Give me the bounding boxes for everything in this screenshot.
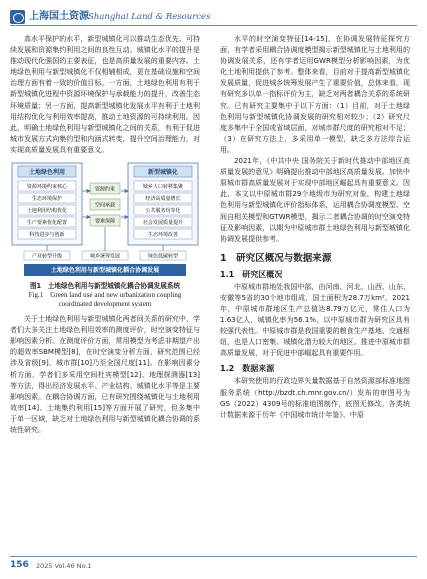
coupling-diagram xyxy=(10,161,200,279)
page-number: 156 xyxy=(10,560,29,570)
left-column xyxy=(10,34,200,436)
figure-1 xyxy=(10,161,200,279)
paragraph: 高水平保护的水平，新型城镇化可以推动生态优先、可持续发展和资源集约利用之间的良性互动。城镇化水平的提升是推动现代化强国的主要表征，也是高质量发展的重要内容。土地绿色利用与新型城镇化不仅相辅相成，更在基础设施和空间治理方面有着一致的价值目标。一方面，土地绿色利用有利于新型城镇化进程中资源环境保护与承载能力的提升，改善生态环境质量；另一方面，提高新型城镇化发展水平有利于土地利用结构优化与利用效率提高，推动土地资源的可持续利用。因此，明确土地绿色利用与新型城镇化之间的关系，有利于促进城市发展方式向集约型和内涵式转变，提升空间治理能力，对实现高质量发展具有重要意义。 xyxy=(10,35,200,154)
diagram-bottom-labels xyxy=(24,251,186,260)
paragraph: 水平的时空演变特征[14-15]，在协调发展特征探究方面，有学者采用耦合协调度模型揭示新型城镇化与土地利用的协调发展关系，还有学者运用GWR模型分析影响因素，为优化土地利用提供了参考。整体来看，目前对于提高新型城镇化发展质量，促进城乡统筹发展产生了重要价值，总体来看，现有研究多以单一指标评价为主，缺乏对两者耦合关系的系统研究。已有研究主要集中于以下方面：（1）目前，对于土地绿色利用与新型城镇化协调发展的研究相对较少；（2）研究尺度多集中于全国或省域层面，对城市群尺度的研究相对不足；（3）在研究方法上，多采用单一模型，缺乏多方法综合运用。 xyxy=(220,35,410,154)
diagram-bottom-label: 产业转型升级 xyxy=(31,253,63,260)
diagram-right-title: 新型城镇化 xyxy=(147,169,179,177)
page-footer xyxy=(10,559,417,573)
diagram-bottom-label: 城乡统筹发展 xyxy=(89,253,121,260)
diagram-left-item: 科技进步与创新 xyxy=(29,232,65,239)
journal-title-cn: 上海国土资源 xyxy=(29,11,89,22)
diagram-right-items xyxy=(134,181,192,239)
diagram-right-item: 社会发展质量提升 xyxy=(142,220,184,227)
figure-caption-en-line2: coordinated development system xyxy=(58,300,152,309)
diagram-mid-item: 资源约束 xyxy=(94,186,116,193)
subsection-heading: 1.2 数据来源 xyxy=(220,364,275,374)
journal-header xyxy=(10,9,417,26)
section-heading: 1 研究区概况与数据来源 xyxy=(220,252,332,264)
diagram-mid-item: 空间承载 xyxy=(94,202,116,209)
diagram-right-item: 生态环境改善 xyxy=(147,232,179,239)
diagram-left-item: 土地利用结构优化 xyxy=(26,208,68,215)
paragraph: 2021年，《中共中央 国务院关于新时代推动中部地区高质量发展的意见》明确提出推动中部地区高质量发展。加快中原城市群高质量发展对于实现中部地区崛起具有重要意义。因此，本文以中原城市群29个地级市为研究对象，构建土地绿色利用与新型城镇化评价指标体系，运用耦合协调度模型、空间自相关模型和GTWR模型，揭示二者耦合协调的时空演变特征及影响因素，以期为中原城市群土地绿色利用与新型城镇化协调发展提供参考。 xyxy=(220,157,410,243)
subsection-heading: 1.1 研究区概况 xyxy=(220,269,283,279)
diagram-middle-items xyxy=(90,183,120,226)
footer-divider xyxy=(10,556,417,557)
paragraph: 本研究使用的行政边界矢量数据基于自然资源部标准地图服务系统（http://bzdt.ch.mnr.gov.cn/）发布的审图号为GS（2022）4309号的标准地图制作，底图无修改。各类统计数据来源于历年《中国城市统计年鉴》、中原 xyxy=(220,377,410,419)
volume-info: 2025 Vol.46 No.1 xyxy=(36,562,92,570)
right-column xyxy=(220,34,410,421)
figure-caption-en-line1: Fig.1 Green land use and new urbanization coupling xyxy=(28,291,182,300)
diagram-bottom-label: 绿色低碳转型 xyxy=(147,253,179,260)
diagram-left-items xyxy=(18,181,76,239)
diagram-left-item: 资源环境约束核心 xyxy=(26,184,68,191)
figure-caption xyxy=(10,282,200,309)
diagram-mid-item: 要素保障 xyxy=(94,218,116,225)
diagram-right-item: 公共服务均等化 xyxy=(145,208,181,215)
journal-title-en: Shanghai Land & Resources xyxy=(88,12,211,22)
header-divider xyxy=(10,25,417,26)
diagram-left-item: 生态环境保护 xyxy=(31,196,63,203)
paragraph: 关于土地绿色利用与新型城镇化两者间关系的研究中，学者们大多关注土地绿色利用效率的测度评价，时空演变特征与影响因素分析。在测度评价方面，常用模型为考虑非期望产出的超效率SBM模型[8]，在时空演变分析方面，研究范围已经涉及省级[9]、城市群[10]乃至全国尺度[11]。在影响因素分析方面，学者们多采用空间杜宾模型[12]、地理探测器[13]等方法，得出经济发展水平、产业结构、城镇化水平等是主要影响因素。在耦合协调方面，已有研究围绕城镇化与土地利用效率[14]、土地集约利用[15]等方面开展了研究，但多集中于单一区域，缺乏对土地绿色利用与新型城镇化耦合协调的系统性研究。 xyxy=(10,315,200,434)
diagram-left-title: 土地绿色利用 xyxy=(28,169,66,177)
figure-caption-cn: 图1 土地绿色利用与新型城镇化耦合协调发展系统 xyxy=(29,282,181,291)
diagram-right-item: 城乡人口转移集聚 xyxy=(142,184,184,191)
diagram-right-item: 经济高质量增长 xyxy=(145,196,181,203)
journal-logo-icon xyxy=(10,10,25,24)
diagram-left-item: 生产要素优化配置 xyxy=(26,220,68,227)
paragraph: 中原城市群地处我国中部，由河南、河北、山西、山东、安徽等5省的30个地市组成，国土面积为28.7万km²。2021年，中原城市群地区生产总值达8.79万亿元，常住人口为1.63亿人，城镇化率为56.1%，以中原城市群为研究区具有较强代表性。中原城市群是我国重要的粮食生产基地、交通枢纽，也是人口密集、城镇化潜力较大的地区。推进中原城市群高质量发展，对于促进中部崛起具有重要作用。 xyxy=(220,282,410,358)
diagram-bottom-title: 土地绿色利用与新型城镇化耦合协调发展 xyxy=(50,267,160,275)
